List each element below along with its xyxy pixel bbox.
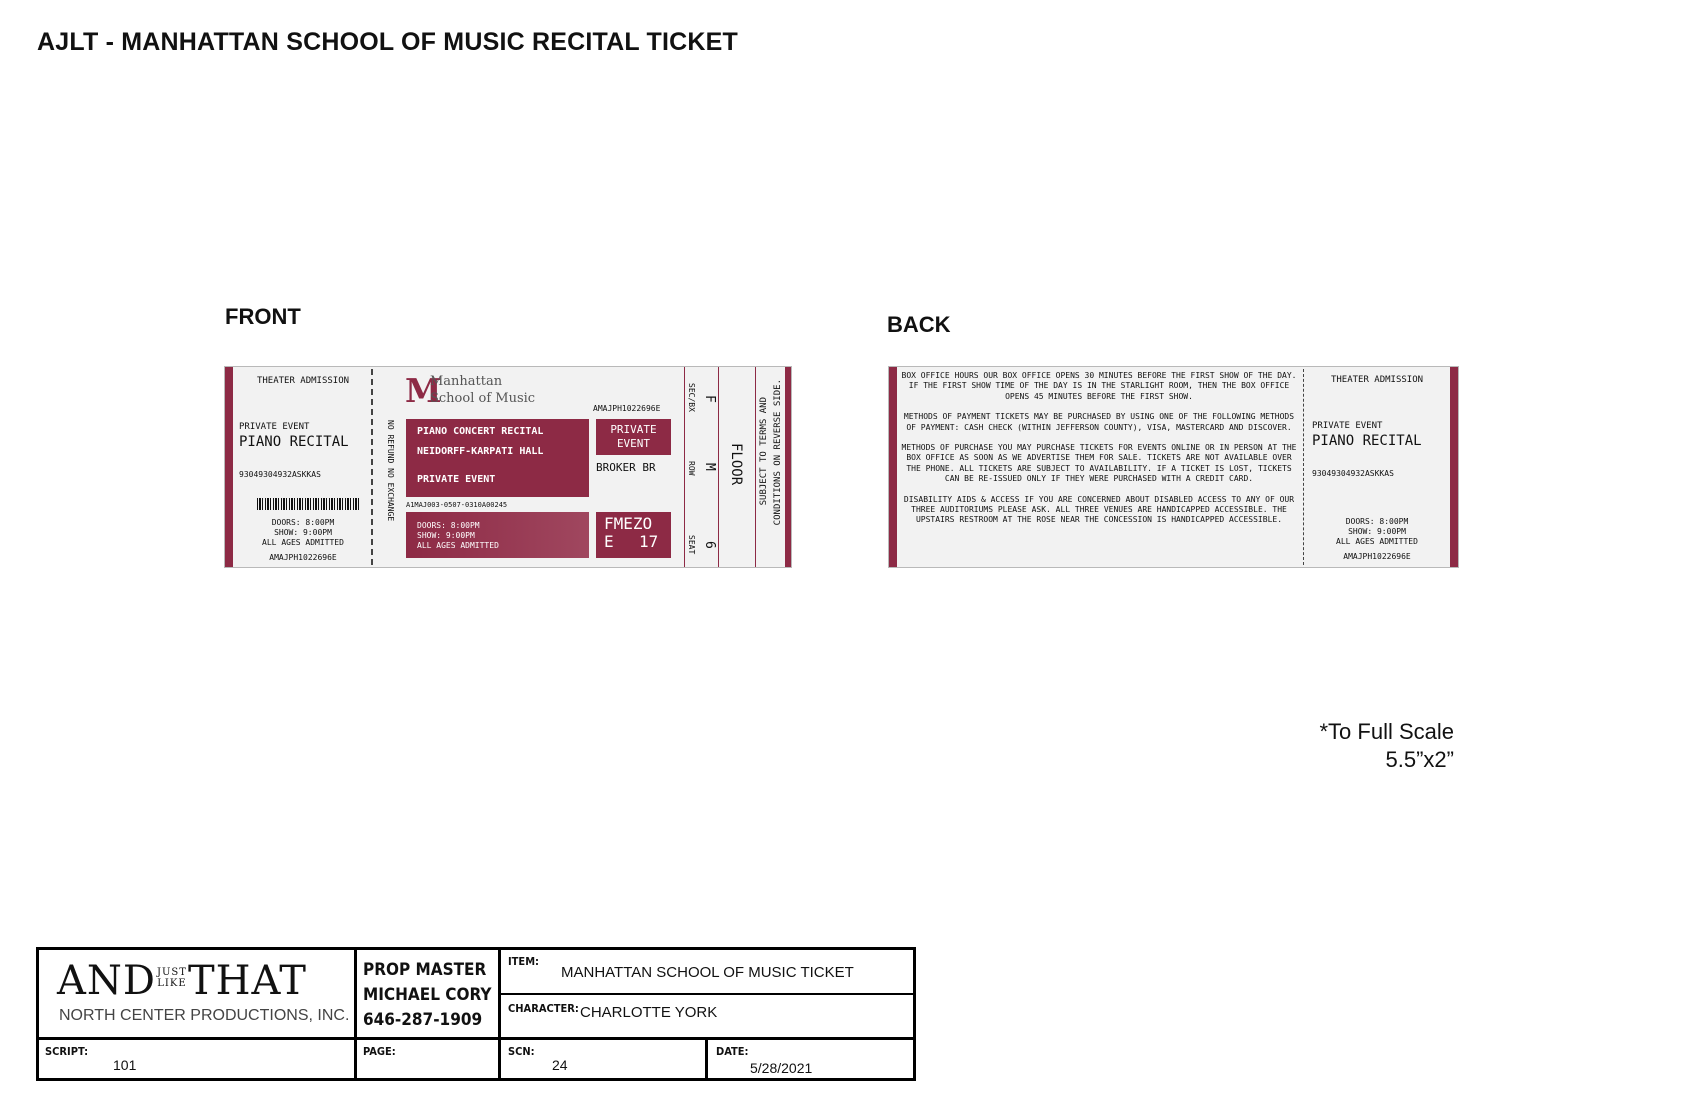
event-line2: NEIDORFF-KARPATI HALL xyxy=(417,446,544,457)
back-terms-text xyxy=(899,371,1299,526)
front-ticket-no: AMAJPH1022696E xyxy=(593,404,661,413)
private-event-box xyxy=(596,419,671,455)
date-value: 5/28/2021 xyxy=(750,1060,813,1076)
barcode-number: A1MAJ003-0507-0310A00245 xyxy=(406,501,508,509)
production-logo xyxy=(57,959,307,1003)
front-ages: ALL AGES ADMITTED xyxy=(417,541,499,550)
msm-logo-letter: M xyxy=(405,371,442,410)
terms-notice-2 xyxy=(771,379,786,525)
back-para-box-office: BOX OFFICE HOURS OUR BOX OFFICE OPENS 30 MINUTES BEFORE THE FIRST SHOW OF THE DAY. IF THE FIRST SHOW TIME OF THE DAY IS IN THE STARLIGHT ROOM, THEN THE BOX OFFICE OPENS 45 MINUTES BEFORE THE FIRST SHOW. xyxy=(901,371,1297,401)
terms-line2: CONDITIONS ON REVERSE SIDE. xyxy=(773,379,783,526)
item-value: MANHATTAN SCHOOL OF MUSIC TICKET xyxy=(561,964,854,981)
item-label: ITEM: xyxy=(508,955,540,968)
no-refund-note: NO REFUND NO EXCHANGE xyxy=(386,420,395,522)
section-code-row xyxy=(604,533,671,551)
tb-divider-h2 xyxy=(498,993,913,995)
scale-note-line2: 5.5”x2” xyxy=(1385,747,1454,772)
msm-logo-line1: Manhattan xyxy=(430,374,503,389)
logo-subtitle: NORTH CENTER PRODUCTIONS, INC. xyxy=(59,1007,350,1024)
front-doors: DOORS: 8:00PM xyxy=(417,521,480,530)
logo-that: THAT xyxy=(187,958,307,1004)
stub-ticket-no: AMAJPH1022696E xyxy=(269,553,337,562)
back-perforation xyxy=(1303,369,1304,565)
event-line1: PIANO CONCERT RECITAL xyxy=(417,426,544,437)
back-stub-event-name: PIANO RECITAL xyxy=(1312,433,1422,449)
back-label: BACK xyxy=(887,312,951,337)
ticket-stub xyxy=(233,367,373,567)
private-event-text: PRIVATE EVENT xyxy=(610,423,657,450)
event-line3: PRIVATE EVENT xyxy=(417,474,496,485)
page-title: AJLT - MANHATTAN SCHOOL OF MUSIC RECITAL TICKET xyxy=(37,28,739,56)
back-edge-left xyxy=(889,367,897,567)
event-box xyxy=(406,419,589,497)
back-stub-ticket-no: AMAJPH1022696E xyxy=(1343,552,1411,561)
back-stub xyxy=(1307,367,1447,567)
stub-show: SHOW: 9:00PM xyxy=(274,528,332,537)
tb-divider-v3 xyxy=(705,1038,708,1078)
prop-master-label: PROP MASTER xyxy=(363,960,487,980)
back-stub-ages: ALL AGES ADMITTED xyxy=(1336,537,1418,546)
divider-2 xyxy=(718,367,719,567)
back-stub-code: 93049304932ASKKAS xyxy=(1312,469,1394,478)
msm-logo-line2: School of Music xyxy=(430,391,536,406)
script-label: SCRIPT: xyxy=(45,1045,89,1058)
ticket-front xyxy=(224,366,792,568)
back-para-payment: METHODS OF PAYMENT TICKETS MAY BE PURCHASED BY USING ONE OF THE FOLLOWING METHODS OF PAYMENT: CASH CHECK (WITHIN JEFFERSON COUNTY), VISA, MASTERCARD AND DISCOVER. xyxy=(903,412,1295,432)
back-para-disability: DISABILITY AIDS & ACCESS IF YOU ARE CONCERNED ABOUT DISABLED ACCESS TO ANY OF OUR THREE AUDITORIUMS PLEASE ASK. ALL THREE VENUES ARE HANDICAPPED ACCESSIBLE. THE UPSTAIRS RESTROOM AT THE ROSE NEAR THE CONCESSION IS HANDICAPPED ACCESSIBLE. xyxy=(903,494,1295,525)
back-para-purchase: METHODS OF PURCHASE YOU MAY PURCHASE TICKETS FOR EVENTS ONLINE OR IN PERSON AT THE BOX OFFICE AS SOON AS WE ADVERTISE THEM FOR SALE. TICKETS ARE NOT AVAILABLE OVER THE PHONE. ALL TICKETS ARE SUBJECT TO AVAILABILITY. IF A TICKET IS LOST, TICKETS CAN BE RE-ISSUED ONLY IF THEY WERE PURCHASED WITH A CREDIT CARD. xyxy=(901,443,1297,484)
tb-divider-h1 xyxy=(39,1037,913,1040)
divider-3 xyxy=(755,367,756,567)
seat-label: SEAT xyxy=(687,535,696,555)
ticket-back xyxy=(888,366,1459,568)
stub-barcode xyxy=(257,498,361,510)
stub-code: 93049304932ASKKAS xyxy=(239,470,321,479)
perforation-line xyxy=(371,369,373,565)
back-edge-right xyxy=(1450,367,1458,567)
row-value: M xyxy=(702,463,717,471)
section-number: 17 xyxy=(639,532,659,551)
scale-note xyxy=(1319,718,1454,774)
back-stub-header: THEATER ADMISSION xyxy=(1330,375,1424,385)
seat-value: 6 xyxy=(702,541,717,549)
stub-doors: DOORS: 8:00PM xyxy=(271,518,335,527)
ticket-edge-right xyxy=(785,367,791,567)
character-value: CHARLOTTE YORK xyxy=(580,1004,718,1021)
divider-1 xyxy=(684,367,685,567)
stub-event-name: PIANO RECITAL xyxy=(239,434,349,450)
doors-box xyxy=(406,512,589,558)
scale-note-line1: *To Full Scale xyxy=(1319,719,1454,744)
prop-master-phone: 646-287-1909 xyxy=(363,1010,483,1030)
date-label: DATE: xyxy=(716,1045,749,1058)
floor-label: FLOOR xyxy=(728,443,744,486)
section-code-1: FMEZO xyxy=(604,514,653,533)
logo-and: AND xyxy=(57,958,156,1004)
ticket-edge-left xyxy=(225,367,233,567)
prop-master-name: MICHAEL CORY xyxy=(363,985,492,1005)
sec-value: F xyxy=(702,395,717,403)
row-label: ROW xyxy=(687,461,696,476)
page-label: PAGE: xyxy=(363,1045,396,1058)
stub-ages: ALL AGES ADMITTED xyxy=(262,538,344,547)
front-label: FRONT xyxy=(225,304,301,329)
title-block xyxy=(36,947,916,1081)
tb-divider-v1 xyxy=(354,950,357,1078)
back-stub-doors: DOORS: 8:00PM xyxy=(1345,517,1409,526)
terms-line1: SUBJECT TO TERMS AND xyxy=(759,397,769,506)
front-show: SHOW: 9:00PM xyxy=(417,531,475,540)
stub-event-type: PRIVATE EVENT xyxy=(239,422,310,432)
scn-label: SCN: xyxy=(508,1045,535,1058)
section-code-box xyxy=(596,512,671,558)
tb-divider-v2 xyxy=(498,950,501,1078)
back-stub-event-type: PRIVATE EVENT xyxy=(1312,421,1383,431)
script-value: 101 xyxy=(113,1057,137,1073)
scn-value: 24 xyxy=(552,1057,568,1073)
terms-notice xyxy=(757,397,772,505)
back-stub-show: SHOW: 9:00PM xyxy=(1348,527,1406,536)
logo-just-like: JUST LIKE xyxy=(156,967,187,989)
sec-label: SEC/BX xyxy=(687,383,696,412)
prop-master-info xyxy=(363,958,491,1033)
character-label: CHARACTER: xyxy=(508,1002,579,1015)
broker-label: BROKER BR xyxy=(596,461,656,474)
stub-header: THEATER ADMISSION xyxy=(256,376,350,386)
section-code-2: E xyxy=(604,532,614,551)
